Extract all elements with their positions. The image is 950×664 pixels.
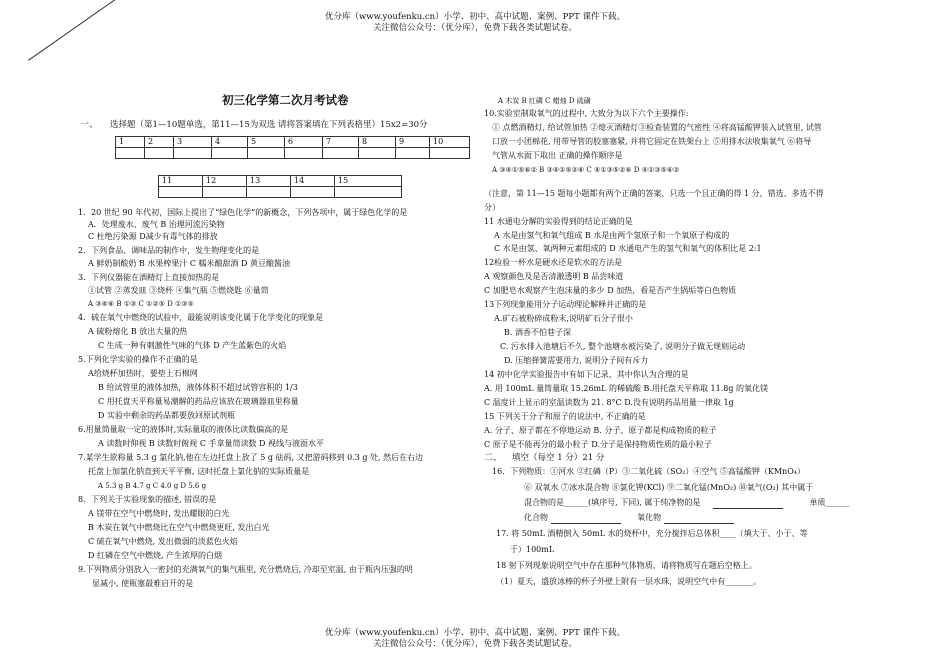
mixture-prompt: 混合物的是______(填序号, 下同), 属于纯净物的是	[524, 498, 701, 507]
answer-header-cell: 5	[248, 137, 285, 148]
option-line: C 温度计上显示的室温读数为 21. 8°C D.没有说明药品用量一律取 1g	[484, 398, 734, 407]
answer-blank-cell[interactable]	[291, 187, 335, 198]
question-line: 16．下列物质：①河水 ②红磷（P）③二氧化硫（SO₂）④空气 ⑤高锰酸钾（KMnO₄）	[492, 467, 805, 476]
question-line: 口放一小团棉花, 用带导管的胶塞塞紧, 并将它固定在铁架台上 ⑤用排水法收集氧气 ⑥将导	[492, 137, 812, 146]
answer-blank-cell[interactable]	[323, 148, 359, 159]
compound-prompt: 化合物	[524, 513, 548, 522]
element-prompt: 单质______	[809, 498, 850, 507]
answer-header-cell: 10	[430, 137, 470, 148]
option-line: C. 污水排入池塘后不久, 整个池塘水被污染了, 说明分子做无规则运动	[500, 342, 746, 351]
question-line	[524, 497, 850, 509]
option-line: C 加肥皂水观察产生泡沫量的多少 D 加热，看是否产生锅垢等白色物质	[484, 286, 737, 295]
question-line: 4．硫在氧气中燃烧的试验中，最能说明该变化属于化学变化的现象是	[78, 313, 324, 322]
option-line: B. 酒香不怕巷子深	[504, 328, 571, 337]
option-line: A．处理废水、废气 B 治理河流污染物	[88, 220, 225, 229]
question-line: 于）100mL	[510, 545, 555, 554]
option-line: A. 分子、原子都在不停地运动 B. 分子、原子都是构成物质的粒子	[484, 426, 717, 435]
option-line: A 5.3 g B 4.7 g C 4.0 g D 5.6 g	[98, 482, 207, 490]
question-line: 7.某学生欲称量 5.3 g 氯化钠,他在左边托盘上放了 5 g 砝码, 又把游码移到 0.3 g 处, 然后在右边	[78, 453, 424, 462]
answer-blank-cell[interactable]	[247, 187, 291, 198]
question-line: 17. 将 50mL 酒精倒入 50mL 水的烧杯中，充分搅拌后总体积____（填大于、小于、等	[496, 529, 808, 538]
question-line: 气管从水面下取出 正确的操作顺序是	[492, 151, 623, 160]
question-line: ⑥ 双氧水 ⑦冰水混合物 ⑧氯化钾(KCl) ⑨二氧化锰(MnO₂) ⑩氧气(O₂) 其中属于	[524, 483, 814, 492]
question-line: 15 下列关于分子和原子的说法中, 不正确的是	[484, 412, 646, 421]
oxide-prompt: 氧化物	[637, 513, 662, 522]
note-line: （注意，第 11—15 题每小题都有两个正确的答案，只选一个且正确的得 1 分，错选、多选不得	[484, 189, 824, 198]
option-line: A 木炭 B 红磷 C 蜡烛 D 硫磺	[498, 97, 591, 105]
page-title: 初三化学第二次月考试卷	[222, 93, 349, 107]
answer-blank-cell[interactable]	[335, 187, 402, 198]
option-line: B 木炭在氧气中燃烧比在空气中燃烧更旺, 发出白光	[88, 523, 270, 532]
answer-header-cell: 12	[203, 176, 247, 187]
question-line: 8．下列关于实验现象的描述, 错误的是	[78, 495, 217, 504]
option-line: A.矿石被粉碎成粉末,说明矿石分子很小	[494, 314, 633, 323]
option-line: D 实验中剩余的药品都要放回原试剂瓶	[98, 411, 235, 420]
answer-header-cell: 6	[285, 137, 323, 148]
option-line: A 水是由氢气和氧气组成 B 水是由两个氢原子和一个氧原子构成的	[494, 231, 730, 240]
option-line: A 读数时仰视 B 读数时俯视 C 手拿量筒读数 D 视线与液面水平	[98, 439, 324, 448]
question-line: 13下列现象能用分子运动理论解释并正确的是	[484, 300, 647, 309]
pure-substance-blank[interactable]	[713, 499, 783, 509]
question-line: 2．下列食品、调味品的制作中，发生物理变化的是	[78, 246, 260, 255]
section1-number: 一、	[80, 120, 99, 130]
option-line: A 镁带在空气中燃烧时, 发出耀眼的白光	[88, 509, 230, 518]
question-line: 12检验一杯水是硬水还是软水的方法是	[484, 258, 623, 267]
answer-header-cell: 7	[323, 137, 359, 148]
answer-blank-cell[interactable]	[145, 148, 174, 159]
option-line: C 原子是不能再分的最小粒子 D.分子是保持物质性质的最小粒子	[484, 440, 712, 449]
question-line: 显减小, 使瓶塞最难启开的是	[92, 579, 194, 588]
question-line: 托盘上加氯化钠直到天平平衡, 这时托盘上氯化钠的实际质量是	[88, 467, 310, 476]
answer-header-cell: 3	[174, 137, 212, 148]
question-line	[524, 512, 734, 524]
section2-heading: 填空（每空 1 分）21 分	[512, 453, 605, 463]
option-line: D. 压缩弹簧需要用力, 说明分子间有斥力	[504, 356, 649, 365]
note-line: 分）	[484, 203, 500, 212]
option-line: A 硫粉熔化 B 放出大量的热	[88, 327, 188, 336]
answer-blank-cell[interactable]	[248, 148, 285, 159]
question-line: 3．下列仪器能在酒精灯上直接加热的是	[78, 273, 220, 282]
option-line: A 鲜奶制酸奶 B 水果榨果汁 C 糯米酿甜酒 D 黄豆酿酱油	[88, 259, 290, 268]
question-line: （1）夏天，盛放冰棒的杯子外壁上附有一层水珠，说明空气中有_______。	[496, 577, 762, 586]
answer-header-cell: 2	[145, 137, 174, 148]
answer-table-1	[115, 136, 470, 159]
footer-line-1: 优分库（www.youfenku.cn）小学、初中、高中试题、案例、PPT 课件下载。	[325, 628, 625, 638]
option-line: A. 用 100mL 量筒量取 15.26mL 的稀硫酸 B.用托盘天平称取 11.8g 的氧化镁	[484, 384, 768, 393]
section2-number: 二、	[484, 453, 503, 463]
answer-blank-cell[interactable]	[430, 148, 470, 159]
answer-blank-cell[interactable]	[212, 148, 248, 159]
answer-header-cell: 1	[116, 137, 145, 148]
question-line: 5.下列化学实验的操作不正确的是	[78, 355, 198, 364]
question-line: 10.实验室制取氧气的过程中, 大致分为以下六个主要操作:	[484, 109, 689, 118]
option-line: C 杜绝污染源 D减少有毒气体的排放	[88, 232, 218, 241]
answer-blank-cell[interactable]	[174, 148, 212, 159]
answer-blank-cell[interactable]	[116, 148, 145, 159]
answer-blank-cell[interactable]	[203, 187, 247, 198]
answer-header-cell: 9	[396, 137, 430, 148]
footer-line-2: 关注微信公众号：（优分库），免费下载各类试题试卷。	[372, 639, 577, 649]
option-line: A ③④①⑤⑥② B ③④①⑤②⑥ C ④①③⑤②⑥ D ④①③⑤⑥②	[492, 166, 680, 174]
answer-blank-cell[interactable]	[359, 148, 396, 159]
answer-header-cell: 11	[159, 176, 203, 187]
question-line: 9.下列物质分别放入一密封的充满氧气的集气瓶里, 充分燃烧后, 冷却至室温, 由于瓶内压强的明	[78, 565, 413, 574]
option-line: A给烧杯加热时，要垫上石棉网	[88, 369, 198, 378]
header-line-1: 优分库（www.youfenku.cn）小学、初中、高中试题、案例、PPT 课件下载。	[325, 12, 625, 22]
question-line: 11 水通电分解的实验得到的结论正确的是	[484, 217, 633, 226]
question-line: 1．20 世纪 90 年代初，国际上提出了“绿色化学”的新概念，下列各项中，属于绿色化学的是	[78, 208, 408, 217]
option-line: D 红磷在空气中燃烧, 产生浓厚的白烟	[88, 551, 223, 560]
compound-blank[interactable]	[551, 514, 621, 524]
option-line: A ③④⑥ B ①③ C ①②⑤ D ①③⑤	[88, 300, 194, 308]
answer-blank-cell[interactable]	[159, 187, 203, 198]
answer-header-cell: 14	[291, 176, 335, 187]
question-line: 18 射下列现象说明空气中存在那种气体物质，请将物质写在题后空格上。	[496, 561, 757, 570]
question-line: 14 初中化学实验报告中有如下记录，其中你认为合理的是	[484, 370, 689, 379]
option-line: C 用托盘天平称量易潮解的药品应该放在玻璃器皿里称量	[98, 397, 299, 406]
answer-blank-cell[interactable]	[396, 148, 430, 159]
option-line: ①试管 ②蒸发皿 ③烧杯 ④集气瓶 ⑤燃烧匙 ⑥量筒	[88, 286, 269, 295]
question-line: ① 点燃酒精灯, 给试管加热 ②熄灭酒精灯③检查装置的气密性 ④将高锰酸钾装入试管里, 试管	[492, 123, 822, 132]
oxide-blank[interactable]	[664, 514, 734, 524]
answer-header-cell: 4	[212, 137, 248, 148]
option-line: C 生成一种有刺激性气味的气体 D 产生蓝紫色的火焰	[98, 341, 287, 350]
header-line-2: 关注微信公众号：（优分库），免费下载各类试题试卷。	[372, 23, 577, 33]
option-line: C 水是由氢、氧两种元素组成的 D 水通电产生的氢气和氧气的体积比是 2:1	[494, 244, 762, 253]
question-line: 6.用量筒量取一定的液体时,实际量取的液体比读数偏高的是	[78, 425, 289, 434]
answer-table-2	[158, 175, 402, 198]
answer-header-cell: 15	[335, 176, 402, 187]
option-line: A 观察颜色及是否清澈透明 B 品尝味道	[484, 272, 624, 281]
answer-header-cell: 8	[359, 137, 396, 148]
section1-heading: 选择题（第1—10题单选，第11—15为双选 请将答案填在下列表格里）15x2=30分	[110, 120, 428, 130]
answer-blank-cell[interactable]	[285, 148, 323, 159]
option-line: C 硫在氧气中燃烧, 发出微弱的淡蓝色火焰	[88, 537, 238, 546]
answer-header-cell: 13	[247, 176, 291, 187]
option-line: B 给试管里的液体加热，液体体积不超过试管容积的 1/3	[98, 383, 298, 392]
